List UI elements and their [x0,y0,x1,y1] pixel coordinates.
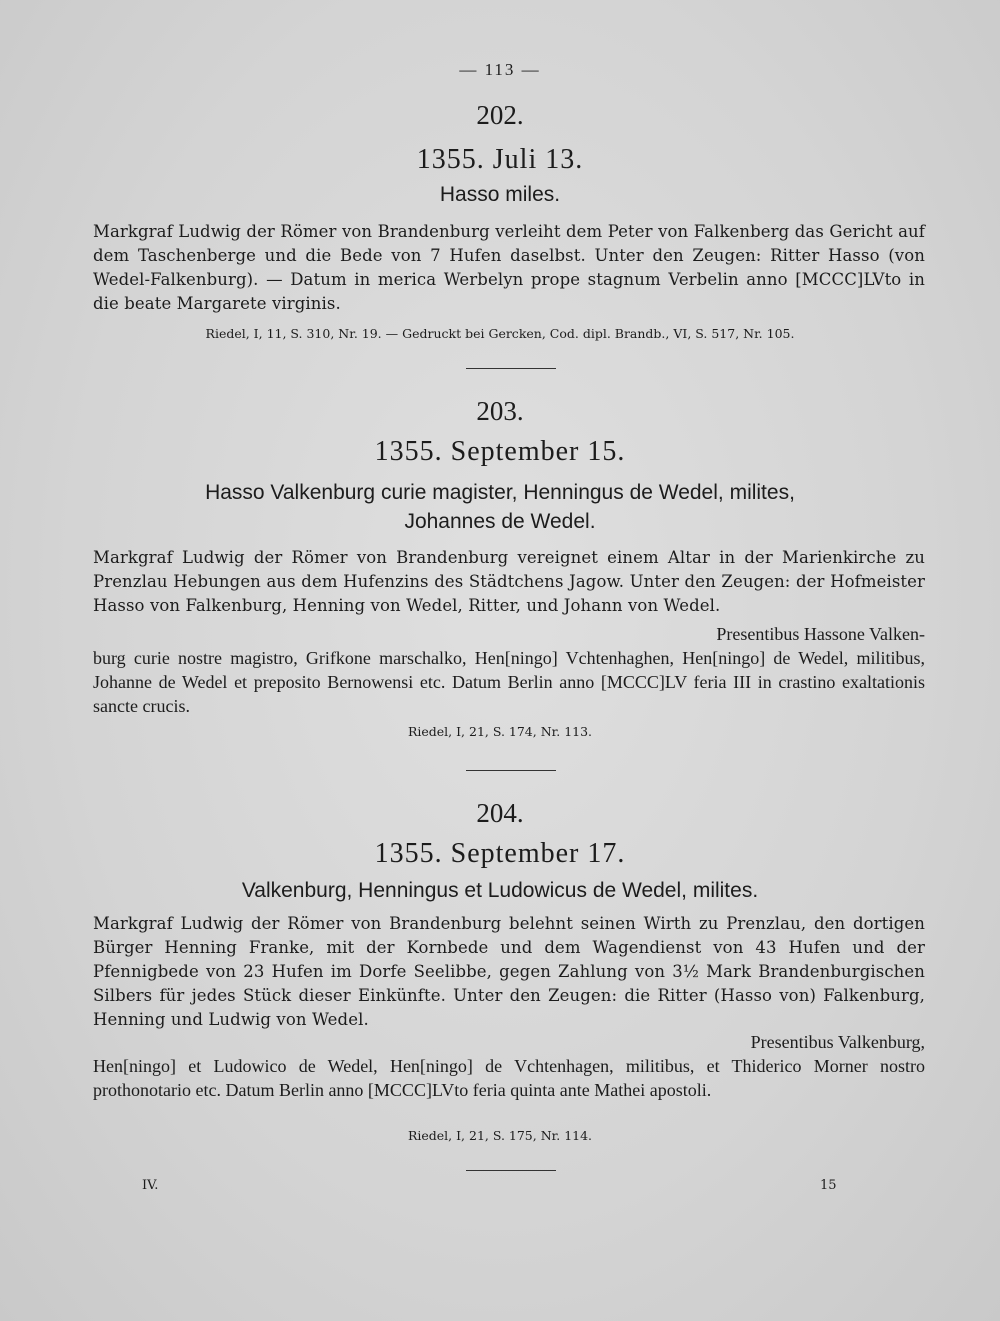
doc-203-heading-line1: Hasso Valkenburg curie magister, Henningus de Wedel, milites, [205,481,795,504]
doc-203-heading [100,478,900,536]
doc-202-number: 202. [476,100,524,130]
footer-divider [466,1170,556,1171]
doc-203-date: 1355. September 15. [374,436,626,467]
doc-203-source: Riedel, I, 21, S. 174, Nr. 113. [407,724,593,739]
doc-204-latin-rest: Hen[ningo] et Ludowico de Wedel, Hen[ningo] de Vchtenhagen, militibus, et Thiderico Morner nostro prothonotario etc. Datum Berlin anno [MCCC]LVto feria quinta ante Mathei apostoli. [93,1056,925,1100]
doc-203-latin-text [93,622,925,718]
doc-202-heading: Hasso miles. [439,183,561,206]
doc-202-date: 1355. Juli 13. [416,144,584,175]
doc-204-date: 1355. September 17. [374,838,626,869]
section-divider [466,770,556,771]
doc-204-summary: Markgraf Ludwig der Römer von Brandenburg belehnt seinen Wirth zu Prenzlau, den dortigen Bürger Henning Franke, mit der Kornbede und dem Wagendienst von 43 Hufen und der Pfennigbede von 23 Hufen im Dorfe Seelibbe, gegen Zahlung von 3½ Mark Brandenburgischen Silbers für jedes Stück dieser Einkünfte. Unter den Zeugen: die Ritter (Hasso von) Falkenburg, Henning und Ludwig von Wedel. [93,914,925,1029]
doc-204-latin-text [93,1030,925,1102]
doc-203-heading-line2: Johannes de Wedel. [404,510,596,533]
section-divider [466,368,556,369]
doc-203-latin-rest: burg curie nostre magistro, Grifkone marschalko, Hen[ningo] Vchtenhaghen, Hen[ningo] de Wedel, militibus, Johanne de Wedel et preposito Bernowensi etc. Datum Berlin anno [MCCC]LV feria III in crastino exaltationis sancte crucis. [93,648,925,716]
doc-202-summary: Markgraf Ludwig der Römer von Brandenburg verleiht dem Peter von Falkenberg das Gericht auf dem Taschenberge und die Bede von 7 Hufen daselbst. Unter den Zeugen: Ritter Hasso (von Wedel-Falkenburg). — Datum in merica Werbelyn prope stagnum Verbelin anno [MCCC]LVto in die beate Margarete virginis. [93,222,925,313]
signature-mark-right: 15 [820,1178,837,1193]
doc-204-heading: Valkenburg, Henningus et Ludowicus de Wedel, milites. [241,879,759,902]
doc-203-summary: Markgraf Ludwig der Römer von Brandenburg vereignet einem Altar in der Marienkirche zu Prenzlau Hebungen aus dem Hufenzins des Städtchens Jagow. Unter den Zeugen: der Hofmeister Hasso von Falkenburg, Henning von Wedel, Ritter, und Johann von Wedel. [93,548,925,615]
doc-204-source: Riedel, I, 21, S. 175, Nr. 114. [407,1128,593,1143]
doc-203-latin-first-line: Presentibus Hassone Valken- [716,624,925,644]
page-number: — 113 — [459,60,541,79]
doc-204-latin-first-line: Presentibus Valkenburg, [750,1032,925,1052]
doc-203-number: 203. [476,396,524,426]
doc-202-source: Riedel, I, 11, S. 310, Nr. 19. — Gedruckt bei Gercken, Cod. dipl. Brandb., VI, S. 517, Nr. 105. [205,326,795,341]
signature-mark-left: IV. [142,1178,159,1193]
doc-204-number: 204. [476,798,524,828]
